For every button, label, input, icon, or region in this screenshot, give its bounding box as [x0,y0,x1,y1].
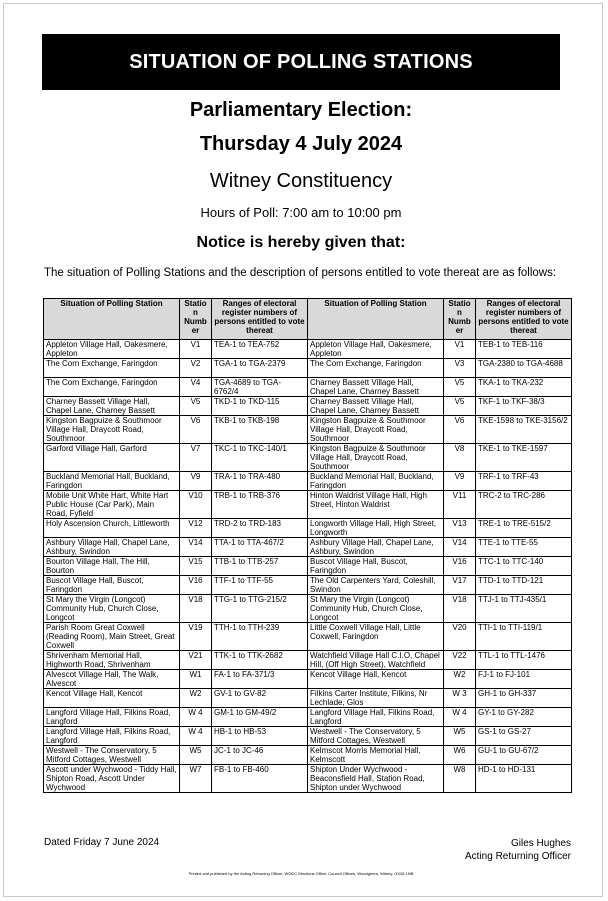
register-range: FJ-1 to FJ-101 [476,670,572,689]
station-situation: Charney Bassett Village Hall, Chapel Lane, Charney Bassett [44,397,180,416]
station-number: W2 [444,670,476,689]
notice-heading: Notice is hereby given that: [196,234,406,251]
station-situation: Langford Village Hall, Filkins Road, Langford [308,708,444,727]
station-number: V14 [180,538,212,557]
table-row [44,538,572,557]
register-range: TRE-1 to TRE-515/2 [476,519,572,538]
station-number: W1 [180,670,212,689]
register-range: TTJ-1 to TTJ-435/1 [476,595,572,623]
station-number: V13 [444,519,476,538]
table-row [44,727,572,746]
table-row [44,472,572,491]
table-row [44,340,572,359]
station-number: W5 [180,746,212,765]
station-number: V5 [444,378,476,397]
register-range: TEB-1 to TEB-116 [476,340,572,359]
station-situation: The Corn Exchange, Faringdon [44,378,180,397]
register-range: TRF-1 to TRF-43 [476,472,572,491]
station-number: V1 [180,340,212,359]
station-situation: Holy Ascension Church, Littleworth [44,519,180,538]
header-situation-right: Situation of Polling Station [308,299,444,340]
station-situation: Parish Room Great Coxwell (Reading Room), Main Street, Great Coxwell [44,623,180,651]
header-ranges-right: Ranges of electoral register numbers of persons entitled to vote thereat [476,299,572,340]
station-number: V12 [180,519,212,538]
register-range: FB-1 to FB-460 [212,765,308,793]
notice-banner [42,34,560,90]
register-range: TTC-1 to TTC-140 [476,557,572,576]
station-situation: The Old Carpenters Yard, Coleshill, Swindon [308,576,444,595]
station-number: W6 [444,746,476,765]
register-range: HD-1 to HD-131 [476,765,572,793]
station-number: V15 [180,557,212,576]
station-situation: The Corn Exchange, Faringdon [44,359,180,378]
register-range: GV-1 to GV-82 [212,689,308,708]
register-range: GS-1 to GS-27 [476,727,572,746]
register-range: TGA-2380 to TGA-4688 [476,359,572,378]
station-number: V9 [444,472,476,491]
station-number: V16 [444,557,476,576]
register-range: TTF-1 to TTF-55 [212,576,308,595]
station-number: V6 [444,416,476,444]
register-range: GY-1 to GY-282 [476,708,572,727]
table-row [44,651,572,670]
station-situation: Buscot Village Hall, Buscot, Faringdon [44,576,180,595]
signer-name: Giles Hughes [510,838,571,849]
station-situation: Bourton Village Hall, The Hill, Bourton [44,557,180,576]
station-situation: Little Coxwell Village Hall, Little Coxwell, Faringdon [308,623,444,651]
station-situation: Longworth Village Hall, High Street, Longworth [308,519,444,538]
station-number: V19 [180,623,212,651]
station-situation: Langford Village Hall, Filkins Road, Langford [44,708,180,727]
intro-paragraph: The situation of Polling Stations and the description of persons entitled to vote thereat are as follows: [44,267,557,279]
register-range: FA-1 to FA-371/3 [212,670,308,689]
station-number: V20 [444,623,476,651]
table-row [44,670,572,689]
station-situation: St Mary the Virgin (Longcot) Community Hub, Church Close, Longcot [44,595,180,623]
table-row [44,378,572,397]
table-row [44,689,572,708]
dated-line: Dated Friday 7 June 2024 [44,837,160,848]
register-range: TKE-1 to TKE-1597 [476,444,572,472]
station-situation: Ashbury Village Hall, Chapel Lane, Ashbury, Swindon [44,538,180,557]
register-range: TTA-1 to TTA-467/2 [212,538,308,557]
station-number: V6 [180,416,212,444]
register-range: TKC-1 to TKC-140/1 [212,444,308,472]
station-number: V22 [444,651,476,670]
station-situation: Charney Bassett Village Hall, Chapel Lane, Charney Bassett [308,378,444,397]
station-number: W2 [180,689,212,708]
register-range: TKA-1 to TKA-232 [476,378,572,397]
station-situation: Kingston Bagpuize & Southmoor Village Hall, Draycott Road, Southmoor [308,416,444,444]
hours-of-poll: Hours of Poll: 7:00 am to 10:00 pm [200,205,402,220]
station-number: V4 [180,378,212,397]
station-number: W5 [444,727,476,746]
register-range: TKF-1 to TKF-38/3 [476,397,572,416]
table-row [44,623,572,651]
register-range: TKE-1598 to TKE-3156/2 [476,416,572,444]
station-situation: Buckland Memorial Hall, Buckland, Faringdon [44,472,180,491]
station-number: V3 [444,359,476,378]
station-situation: Kencot Village Hall, Kencot [44,689,180,708]
signature-block [465,837,571,863]
register-range: HB-1 to HB-53 [212,727,308,746]
station-situation: Langford Village Hall, Filkins Road, Langford [44,727,180,746]
station-situation: Kingston Bagpuize & Southmoor Village Hall, Draycott Road, Southmoor [308,444,444,472]
table-row [44,491,572,519]
register-range: GU-1 to GU-67/2 [476,746,572,765]
station-number: V7 [180,444,212,472]
station-situation: The Corn Exchange, Faringdon [308,359,444,378]
table-row [44,444,572,472]
register-range: TTD-1 to TTD-121 [476,576,572,595]
polling-stations-table [43,298,572,793]
constituency-name: Witney Constituency [209,170,393,192]
station-situation: Shrivenham Memorial Hall, Highworth Road, Shrivenham [44,651,180,670]
register-range: TRD-2 to TRD-183 [212,519,308,538]
register-range: TKB-1 to TKB-198 [212,416,308,444]
register-range: TTI-1 to TTI-119/1 [476,623,572,651]
station-situation: Alvescot Village Hall, The Walk, Alvescot [44,670,180,689]
station-number: V5 [180,397,212,416]
station-situation: Appleton Village Hall, Oakesmere, Appleton [44,340,180,359]
station-situation: Garford Village Hall, Garford [44,444,180,472]
station-number: V8 [444,444,476,472]
table-header-row [44,299,572,340]
station-number: V1 [444,340,476,359]
register-range: TTK-1 to TTK-2682 [212,651,308,670]
register-range: TEA-1 to TEA-752 [212,340,308,359]
station-situation: Charney Bassett Village Hall, Chapel Lane, Charney Bassett [308,397,444,416]
election-date: Thursday 4 July 2024 [199,133,403,155]
station-number: W8 [444,765,476,793]
banner-title: SITUATION OF POLLING STATIONS [129,50,473,73]
station-number: V10 [180,491,212,519]
table-row [44,416,572,444]
station-number: V14 [444,538,476,557]
election-title: Parliamentary Election: [189,99,413,121]
station-number: V18 [444,595,476,623]
station-situation: Watchfield Village Hall C.I.O, Chapel Hill, (Off High Street), Watchfield [308,651,444,670]
register-range: TTE-1 to TTE-55 [476,538,572,557]
table-row [44,576,572,595]
station-situation: Appleton Village Hall, Oakesmere, Appleton [308,340,444,359]
header-station-right: Station Number [444,299,476,340]
station-number: V5 [444,397,476,416]
station-number: W 4 [444,708,476,727]
register-range: TTL-1 to TTL-1476 [476,651,572,670]
table-row [44,519,572,538]
table-row [44,595,572,623]
register-range: GH-1 to GH-337 [476,689,572,708]
register-range: TRB-1 to TRB-376 [212,491,308,519]
register-range: TGA-1 to TGA-2379 [212,359,308,378]
station-number: V11 [444,491,476,519]
station-situation: Ashbury Village Hall, Chapel Lane, Ashbury, Swindon [308,538,444,557]
register-range: TTG-1 to TTG-215/2 [212,595,308,623]
printed-by-line: Printed and published by the Acting Returning Officer, WODC Elections Office, Council Offices, Woodgreen, Witney, OX28 1NB [188,871,414,876]
register-range: TRC-2 to TRC-286 [476,491,572,519]
station-number: W 4 [180,708,212,727]
station-situation: Buscot Village Hall, Buscot, Faringdon [308,557,444,576]
register-range: TTB-1 to TTB-257 [212,557,308,576]
station-situation: Hinton Waldrist Village Hall, High Street, Hinton Waldrist [308,491,444,519]
station-situation: Kencot Village Hall, Kencot [308,670,444,689]
station-number: W 4 [180,727,212,746]
station-number: V2 [180,359,212,378]
station-number: V17 [444,576,476,595]
station-situation: Shipton Under Wychwood - Beaconsfield Hall, Station Road, Shipton under Wychwood [308,765,444,793]
register-range: JC-1 to JC-46 [212,746,308,765]
station-situation: Filkins Carter Institute, Filkins, Nr Lechlade, Glos [308,689,444,708]
station-situation: Kingston Bagpuize & Southmoor Village Hall, Draycott Road, Southmoor [44,416,180,444]
station-situation: Westwell - The Conservatory, 5 Mitford Cottages, Westwell [44,746,180,765]
register-range: TTH-1 to TTH-239 [212,623,308,651]
station-number: V21 [180,651,212,670]
table-row [44,359,572,378]
station-number: V9 [180,472,212,491]
station-situation: Westwell - The Conservatory, 5 Mitford Cottages, Westwell [308,727,444,746]
register-range: TRA-1 to TRA-480 [212,472,308,491]
station-situation: Buckland Memorial Hall, Buckland, Faringdon [308,472,444,491]
table-row [44,708,572,727]
station-situation: Kelmscot Morris Memorial Hall, Kelmscott [308,746,444,765]
station-number: W7 [180,765,212,793]
table-row [44,557,572,576]
table-row [44,397,572,416]
station-situation: Mobile Unit White Hart, White Hart Public House (Car Park), Main Road, Fyfield [44,491,180,519]
header-situation-left: Situation of Polling Station [44,299,180,340]
station-situation: St Mary the Virgin (Longcot) Community Hub, Church Close, Longcot [308,595,444,623]
station-number: V18 [180,595,212,623]
station-number: V16 [180,576,212,595]
station-situation: Ascott under Wychwood - Tiddy Hall, Shipton Road, Ascott Under Wychwood [44,765,180,793]
station-number: W 3 [444,689,476,708]
table-row [44,765,572,793]
signer-title: Acting Returning Officer [465,851,571,862]
header-ranges-left: Ranges of electoral register numbers of persons entitled to vote thereat [212,299,308,340]
register-range: GM-1 to GM-49/2 [212,708,308,727]
register-range: TGA-4689 to TGA-6762/4 [212,378,308,397]
table-row [44,746,572,765]
header-station-left: Station Number [180,299,212,340]
register-range: TKD-1 to TKD-115 [212,397,308,416]
